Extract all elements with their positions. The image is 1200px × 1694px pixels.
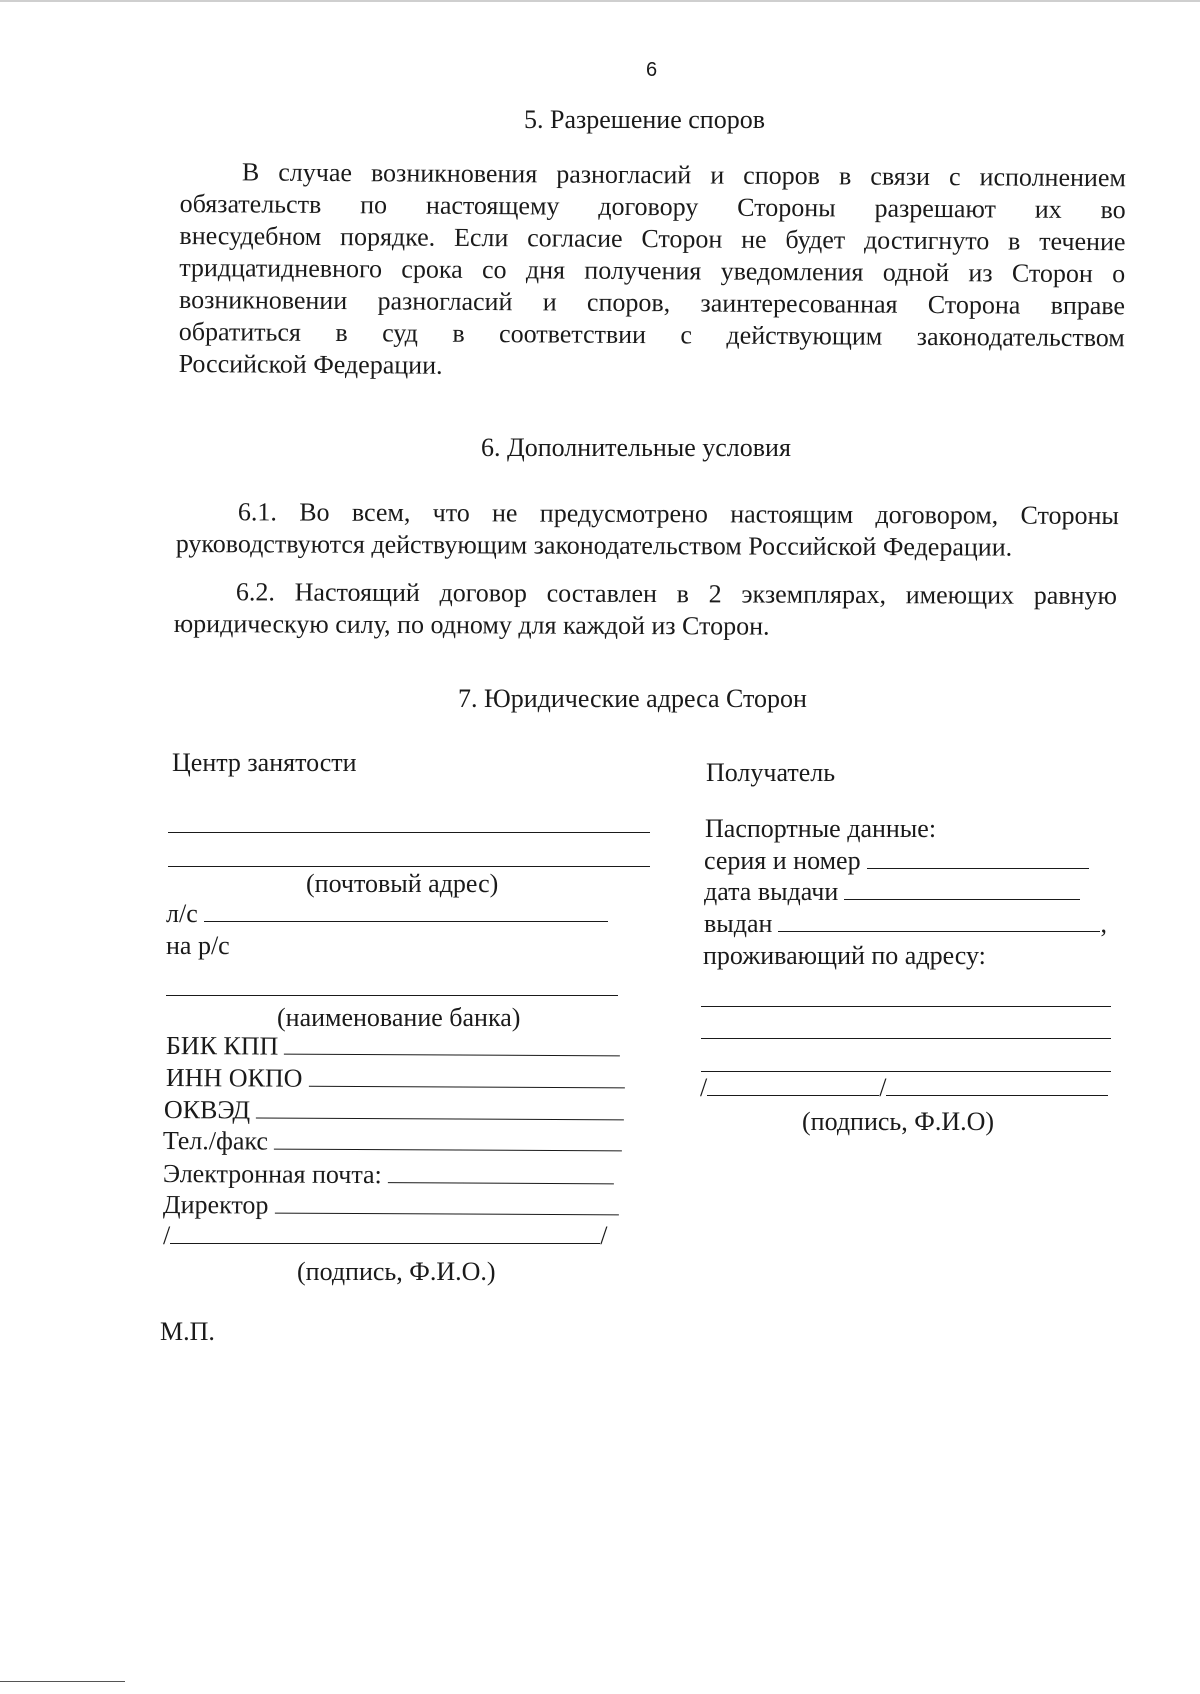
comma: , [1100, 909, 1107, 938]
right-signature-caption: (подпись, Ф.И.О) [802, 1107, 995, 1136]
postal-address-line-2[interactable] [168, 866, 650, 867]
residence-address-label: проживающий по адресу: [703, 941, 986, 970]
footnote-rule [0, 1681, 125, 1682]
ls-field [166, 898, 608, 930]
paragraph-line: 6.2. Настоящий договор составлен в 2 экземплярах, имеющих равную [235, 577, 1117, 611]
section-6-1-paragraph [176, 496, 1119, 564]
right-signature-line [700, 1072, 1108, 1104]
issue-date-field [704, 876, 1080, 908]
section-5-title: 5. Разрешение споров [524, 105, 765, 134]
address-line-1[interactable] [701, 1006, 1111, 1007]
paragraph-line: обязательств по настоящему договору Стороны разрешают их во [179, 188, 1126, 225]
slash: / [600, 1221, 608, 1250]
paragraph-line: юридическую силу, по одному для каждой из Сторон. [173, 608, 770, 641]
section-5-paragraph [179, 156, 1126, 386]
issued-by-field [704, 908, 1107, 940]
phone-fax-label: Тел./факс [162, 1126, 269, 1156]
paragraph-line: тридцатидневного срока со дня получения уведомления одной из Сторон о [179, 252, 1126, 289]
director-field [163, 1189, 619, 1223]
series-number-input-line[interactable] [867, 846, 1089, 869]
okved-field [164, 1094, 624, 1128]
inn-okpo-input-line[interactable] [308, 1064, 624, 1089]
director-input-line[interactable] [274, 1191, 618, 1216]
address-line-2[interactable] [701, 1038, 1111, 1039]
left-signature-caption: (подпись, Ф.И.О.) [297, 1257, 496, 1286]
section-6-title: 6. Дополнительные условия [481, 433, 791, 462]
paragraph-line: обратиться в суд в соответствии с действующим законодательством [178, 316, 1125, 353]
series-number-field [704, 845, 1089, 877]
rs-label: на р/с [166, 931, 230, 960]
paragraph-line: Российской Федерации. [178, 348, 443, 380]
phone-fax-input-line[interactable] [274, 1127, 622, 1152]
right-signature-input-line-2[interactable] [886, 1073, 1108, 1096]
left-signature-input-line[interactable] [170, 1221, 600, 1244]
postal-address-caption: (почтовый адрес) [306, 869, 499, 898]
bank-name-line[interactable] [166, 995, 618, 996]
postal-address-line-1[interactable] [168, 832, 650, 833]
ls-label: л/с [166, 899, 198, 928]
recipient-heading: Получатель [706, 758, 836, 787]
okved-label: ОКВЭД [163, 1095, 251, 1125]
left-signature-line [163, 1220, 607, 1252]
passport-data-label: Паспортные данные: [705, 814, 937, 843]
issued-by-label: выдан [704, 909, 773, 938]
issue-date-label: дата выдачи [704, 877, 839, 906]
paragraph-line: возникновении разногласий и споров, заинтересованная Сторона вправе [178, 284, 1126, 321]
ls-input-line[interactable] [204, 899, 608, 922]
bank-name-caption: (наименование банка) [277, 1003, 521, 1032]
issued-by-input-line[interactable] [778, 909, 1100, 932]
stamp-label: М.П. [160, 1317, 215, 1346]
director-label: Директор [162, 1190, 269, 1220]
page-number: 6 [646, 59, 658, 81]
slash: / [700, 1073, 708, 1102]
email-field [163, 1158, 614, 1192]
bik-kpp-label: БИК КПП [165, 1031, 279, 1061]
email-label: Электронная почта: [162, 1159, 382, 1190]
right-signature-input-line-1[interactable] [707, 1073, 879, 1096]
bik-kpp-field [166, 1030, 621, 1064]
series-number-label: серия и номер [704, 846, 861, 875]
paragraph-line: внесудебном порядке. Если согласие Сторон не будет достигнуто в течение [179, 220, 1126, 257]
slash: / [879, 1073, 887, 1102]
employment-center-heading: Центр занятости [172, 748, 357, 777]
bik-kpp-input-line[interactable] [284, 1032, 620, 1057]
issue-date-input-line[interactable] [844, 877, 1080, 900]
paragraph-line: руководствуются действующим законодательством Российской Федерации. [175, 528, 1013, 562]
paragraph-line: 6.1. Во всем, что не предусмотрено настоящим договором, Стороны [237, 497, 1119, 531]
inn-okpo-field [166, 1062, 625, 1096]
section-6-2-paragraph [174, 576, 1117, 644]
okved-input-line[interactable] [256, 1095, 624, 1120]
section-7-title: 7. Юридические адреса Сторон [458, 684, 807, 713]
phone-fax-field [163, 1125, 622, 1159]
paragraph-line: В случае возникновения разногласий и споров в связи с исполнением [241, 157, 1126, 193]
email-input-line[interactable] [388, 1160, 614, 1184]
inn-okpo-label: ИНН ОКПО [165, 1063, 303, 1093]
page-top-edge [0, 0, 1200, 2]
slash: / [163, 1221, 171, 1250]
